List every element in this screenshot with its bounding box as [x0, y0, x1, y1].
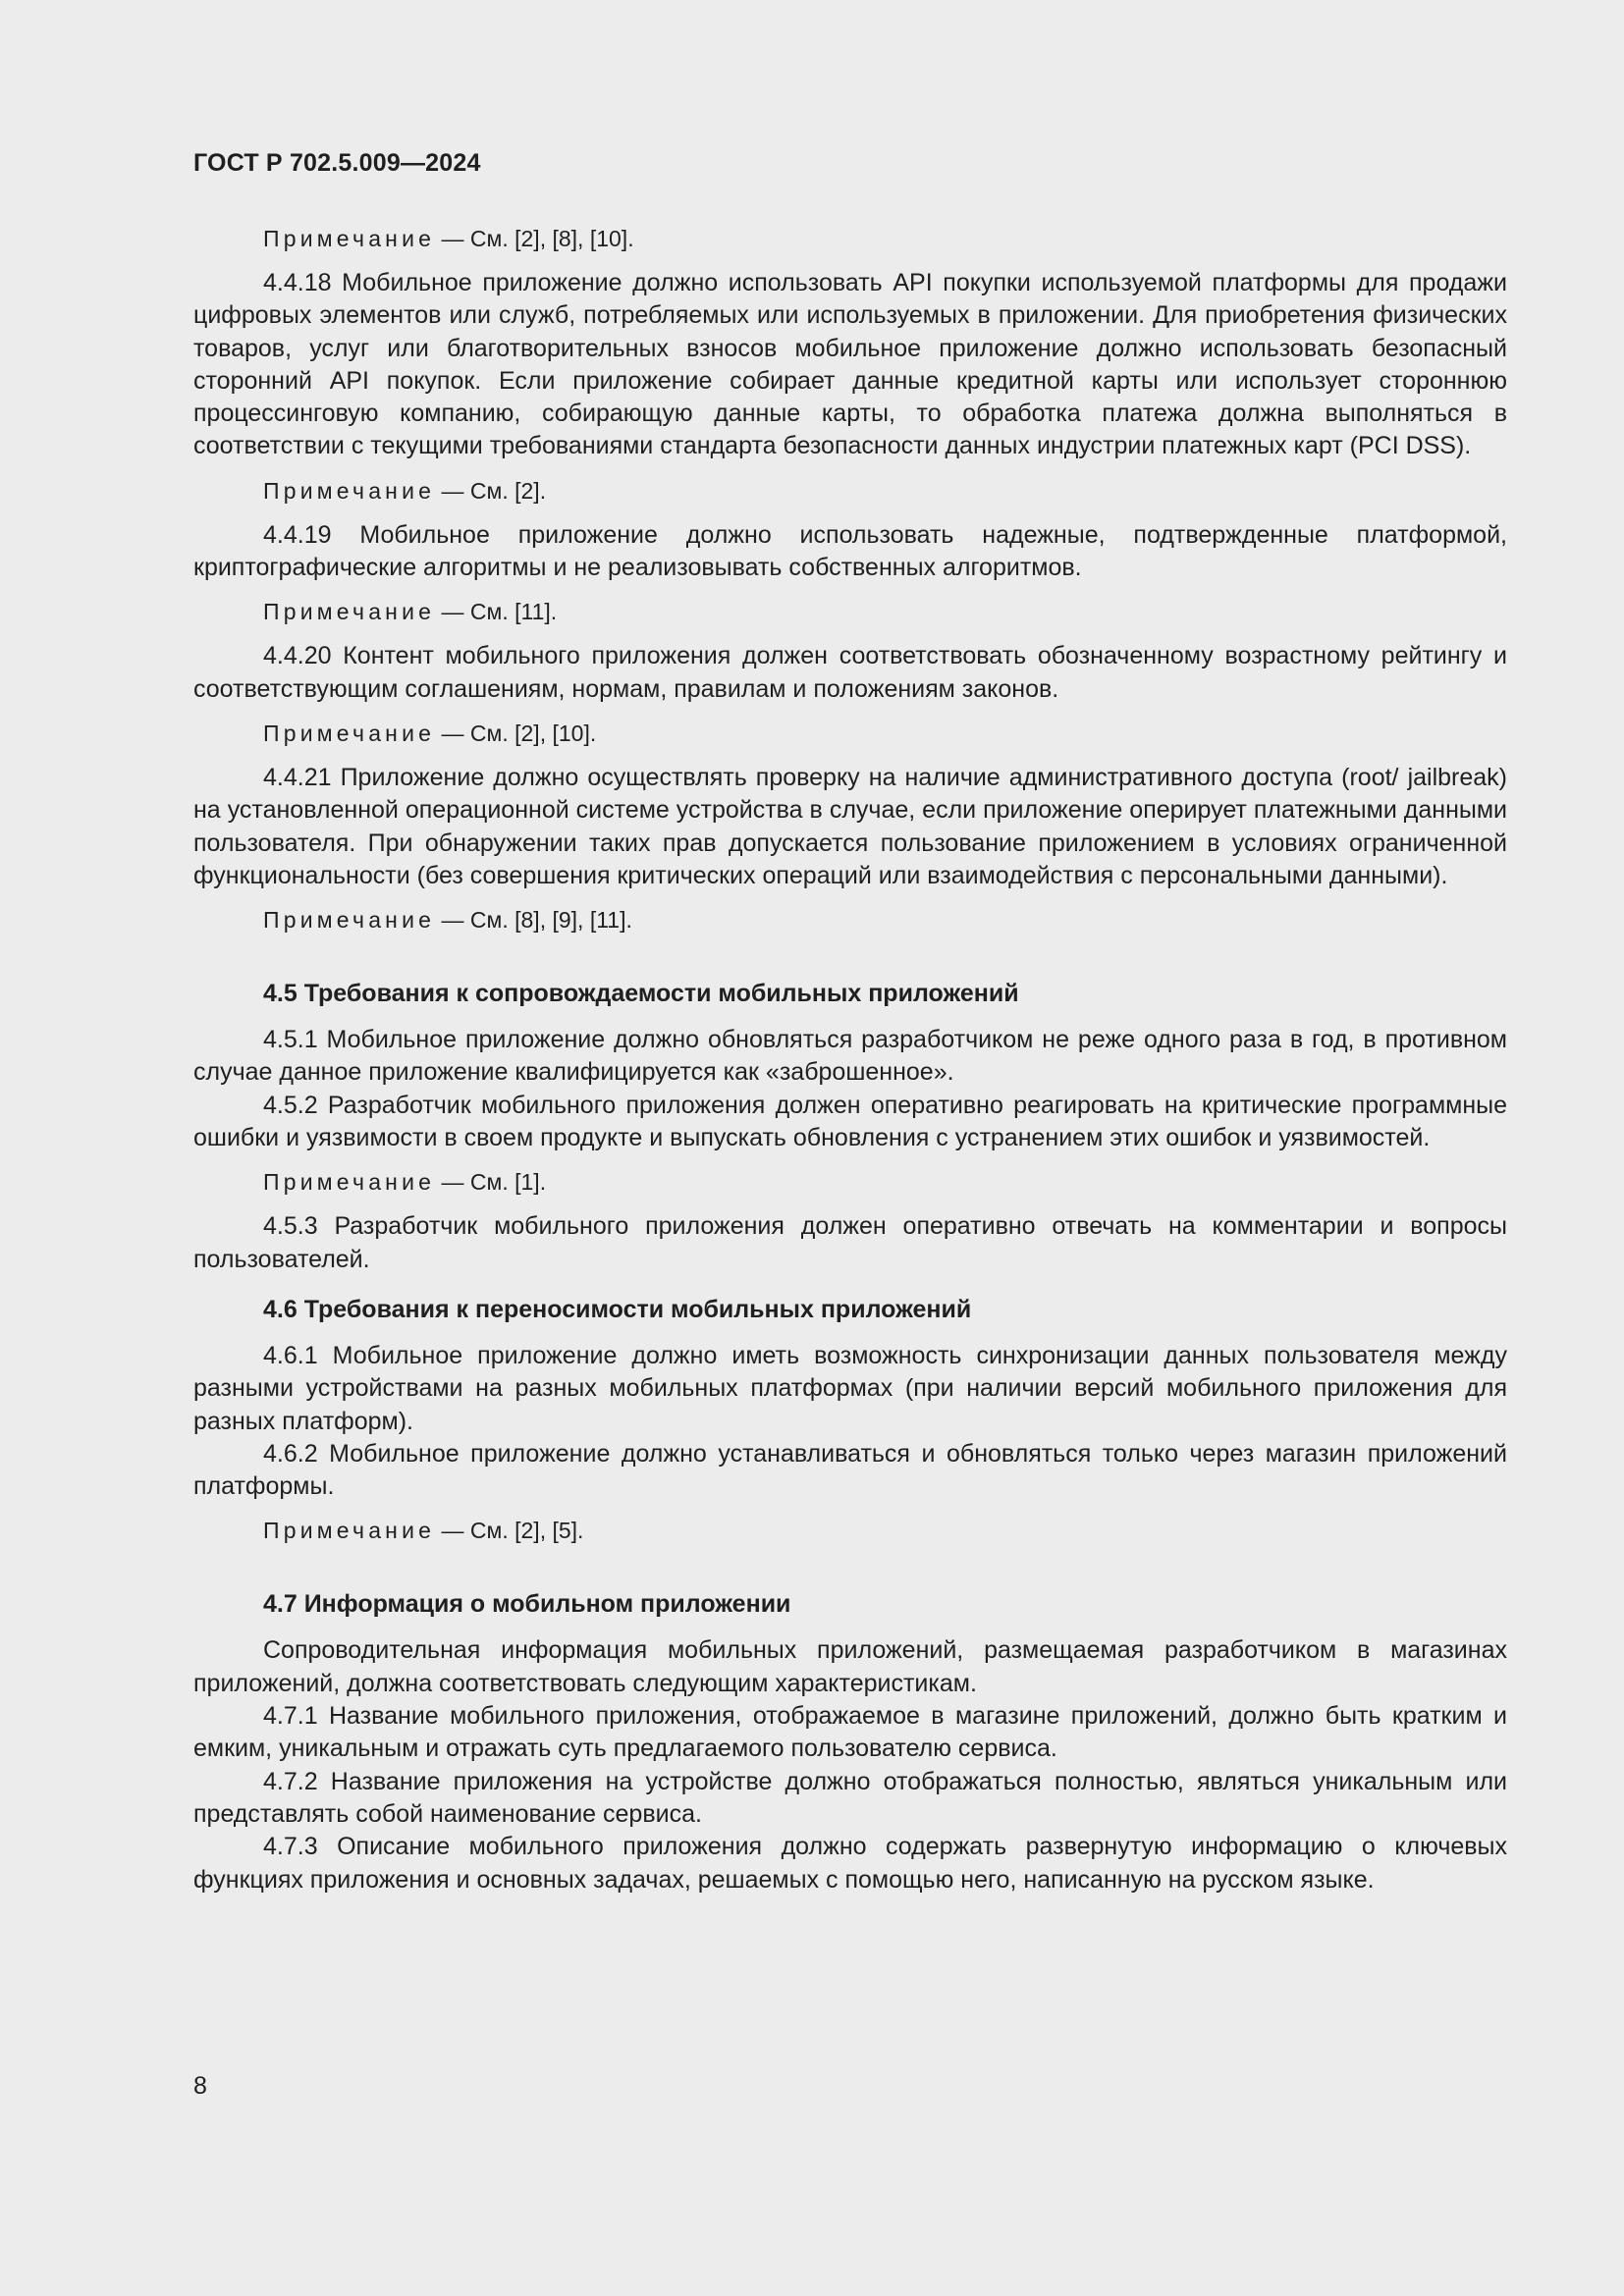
clause-paragraph: Сопроводительная информация мобильных приложений, размещаемая разработчиком в магазинах приложений, должна соответствовать следующим характеристикам. [193, 1636, 1507, 1697]
note-label: Примечание [263, 907, 436, 934]
note-label: Примечание [263, 599, 436, 625]
note [193, 718, 1507, 750]
note [193, 1166, 1507, 1199]
clause-paragraph: 4.6.2 Мобильное приложение должно устанавливаться и обновляться только через магазин приложений платформы. [193, 1439, 1507, 1501]
clause-paragraph: 4.4.19 Мобильное приложение должно использовать надежные, подтвержденные платформой, криптографические алгоритмы и не реализовывать собственных алгоритмов. [193, 520, 1507, 582]
note [193, 596, 1507, 628]
clause-paragraph: 4.5.1 Мобильное приложение должно обновляться разработчиком не реже одного раза в год, в противном случае данное приложение квалифицируется как «заброшенное». [193, 1026, 1507, 1087]
note-reference: — См. [2], [10]. [435, 720, 597, 746]
note-reference: — См. [11]. [435, 599, 558, 625]
document-body [193, 223, 1507, 1896]
note-label: Примечание [263, 720, 436, 746]
note [193, 1515, 1507, 1547]
clause-paragraph: 4.7.2 Название приложения на устройстве должно отображаться полностью, являться уникальным или представлять собой наименование сервиса. [193, 1767, 1507, 1828]
note-label: Примечание [263, 1169, 436, 1196]
note [193, 475, 1507, 507]
clause-paragraph: 4.5.3 Разработчик мобильного приложения должен оперативно отвечать на комментарии и вопросы пользователей. [193, 1212, 1507, 1273]
note-reference: — См. [1]. [435, 1169, 547, 1196]
note-label: Примечание [263, 226, 436, 251]
note [193, 904, 1507, 936]
section-heading: 4.5 Требования к сопровождаемости мобильных приложений [263, 980, 1019, 1008]
section-heading: 4.7 Информация о мобильном приложении [263, 1590, 791, 1619]
clause-paragraph: 4.7.1 Название мобильного приложения, отображаемое в магазине приложений, должно быть кратким и емким, уникальным и отражать суть предлагаемого пользователю сервиса. [193, 1702, 1507, 1763]
page-number: 8 [193, 2072, 207, 2100]
clause-paragraph: 4.4.20 Контент мобильного приложения должен соответствовать обозначенному возрастному рейтингу и соответствующим соглашениям, нормам, правилам и положениям законов. [193, 642, 1507, 703]
clause-paragraph: 4.4.21 Приложение должно осуществлять проверку на наличие административного доступа (root/ jailbreak) на установленной операционной системе устройства в случае, если приложение оперирует платежными данными пользователя. При обнаружении таких прав допускается пользование приложением в условиях ограниченной функциональности (без совершения критических операций или взаимодействия с персональными данными). [193, 763, 1507, 889]
note [193, 223, 1507, 255]
note-label: Примечание [263, 477, 436, 504]
clause-paragraph: 4.4.18 Мобильное приложение должно использовать API покупки используемой платформы для продажи цифровых элементов или служб, потребляемых или используемых в приложении. Для приобретения физических товаров, услуг или благотворительных взносов мобильное приложение должно использовать безопасный сторонний API покупок. Если приложение собирает данные кредитной карты или использует стороннюю процессинговую компанию, собирающую данные карты, то обработка платежа должна выполняться в соответствии с текущими требованиями стандарта безопасности данных индустрии платежных карт (PCI DSS). [193, 269, 1507, 460]
clause-paragraph: 4.5.2 Разработчик мобильного приложения должен оперативно реагировать на критические программные ошибки и уязвимости в своем продукте и выпускать обновления с устранением этих ошибок и уязвимостей. [193, 1091, 1507, 1152]
note-reference: — См. [2], [8], [10]. [435, 226, 634, 251]
note-reference: — См. [2], [5]. [435, 1518, 584, 1544]
section-heading: 4.6 Требования к переносимости мобильных приложений [263, 1295, 972, 1323]
clause-paragraph: 4.7.3 Описание мобильного приложения должно содержать развернутую информацию о ключевых функциях приложения и основных задачах, решаемых с помощью него, написанную на русском языке. [193, 1833, 1507, 1894]
note-reference: — См. [2]. [435, 477, 547, 504]
note-label: Примечание [263, 1518, 436, 1544]
clause-paragraph: 4.6.1 Мобильное приложение должно иметь возможность синхронизации данных пользователя между разными устройствами на разных мобильных платформах (при наличии версий мобильного приложения для разных платформ). [193, 1341, 1507, 1435]
note-reference: — См. [8], [9], [11]. [435, 907, 632, 934]
standard-header: ГОСТ Р 702.5.009—2024 [193, 149, 481, 177]
